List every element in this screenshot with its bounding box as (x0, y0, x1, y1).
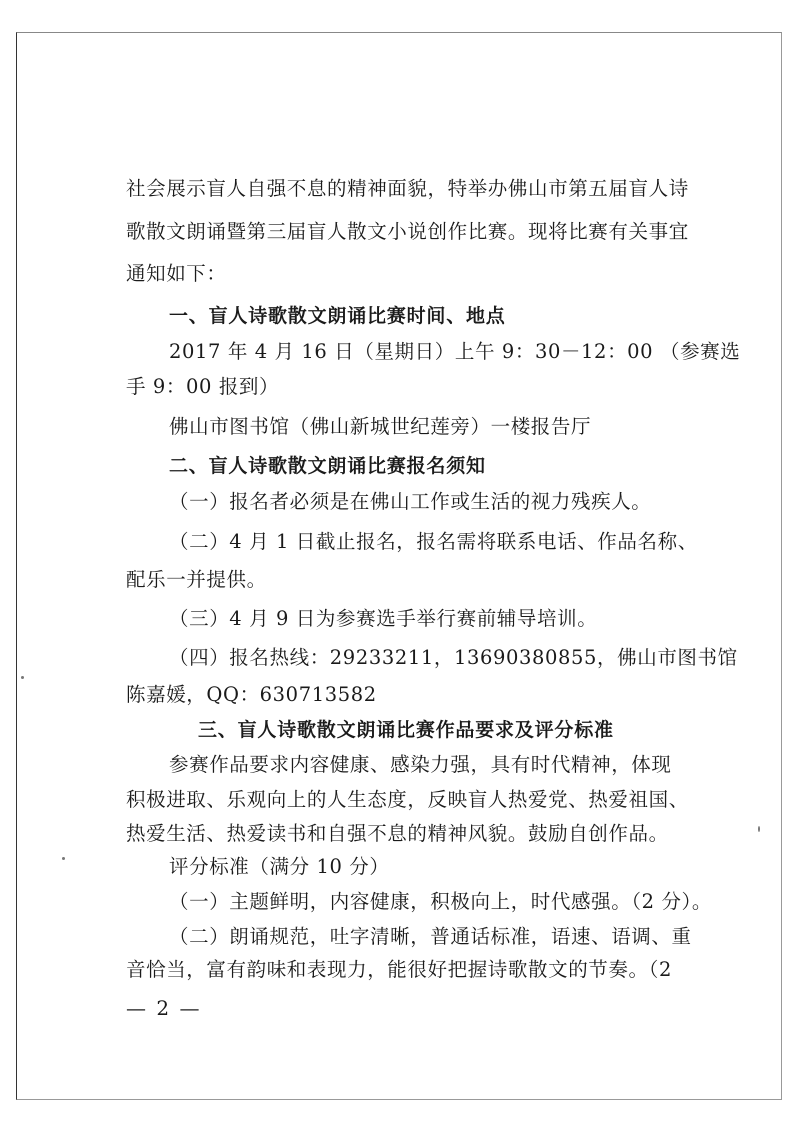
page-number: — 2 — (126, 996, 202, 1020)
body-line: 参赛作品要求内容健康、感染力强，具有时代精神，体现 (169, 753, 672, 776)
body-line: （四）报名热线：29233211，13690380855，佛山市图书馆 (169, 646, 738, 669)
body-line: 音恰当，富有韵味和表现力，能很好把握诗歌散文的节奏。（2 (126, 958, 672, 981)
body-line: 社会展示盲人自强不息的精神面貌，特举办佛山市第五届盲人诗 (126, 177, 689, 200)
body-line: 手 9：00 报到） (126, 375, 280, 398)
body-line: 配乐一并提供。 (126, 568, 267, 591)
body-line: 歌散文朗诵暨第三届盲人散文小说创作比赛。现将比赛有关事宜 (126, 220, 689, 243)
scan-speck (758, 826, 760, 832)
section-heading-1: 一、盲人诗歌散文朗诵比赛时间、地点 (169, 305, 506, 327)
body-line: （二）4 月 1 日截止报名，报名需将联系电话、作品名称、 (169, 530, 698, 553)
body-line: （二）朗诵规范，吐字清晰，普通话标准，语速、语调、重 (169, 925, 692, 948)
scan-speck (21, 676, 24, 679)
body-line: （一）主题鲜明，内容健康，积极向上，时代感强。（2 分）。 (169, 890, 713, 913)
body-line: 陈嘉媛，QQ：630713582 (126, 683, 377, 706)
section-heading-3: 三、盲人诗歌散文朗诵比赛作品要求及评分标准 (198, 719, 614, 741)
body-line: 通知如下： (126, 262, 227, 285)
body-line: 积极进取、乐观向上的人生态度，反映盲人热爱党、热爱祖国、 (126, 788, 689, 811)
body-line: （三）4 月 9 日为参赛选手举行赛前辅导培训。 (169, 607, 598, 630)
body-line: 评分标准（满分 10 分） (169, 855, 390, 878)
body-line: （一）报名者必须是在佛山工作或生活的视力残疾人。 (169, 490, 652, 513)
body-line: 佛山市图书馆（佛山新城世纪莲旁）一楼报告厅 (169, 415, 592, 438)
body-line: 2017 年 4 月 16 日（星期日）上午 9：30－12：00 （参赛选 (169, 340, 741, 363)
section-heading-2: 二、盲人诗歌散文朗诵比赛报名须知 (169, 455, 486, 477)
scan-speck (62, 857, 65, 860)
body-line: 热爱生活、热爱读书和自强不息的精神风貌。鼓励自创作品。 (126, 822, 669, 845)
